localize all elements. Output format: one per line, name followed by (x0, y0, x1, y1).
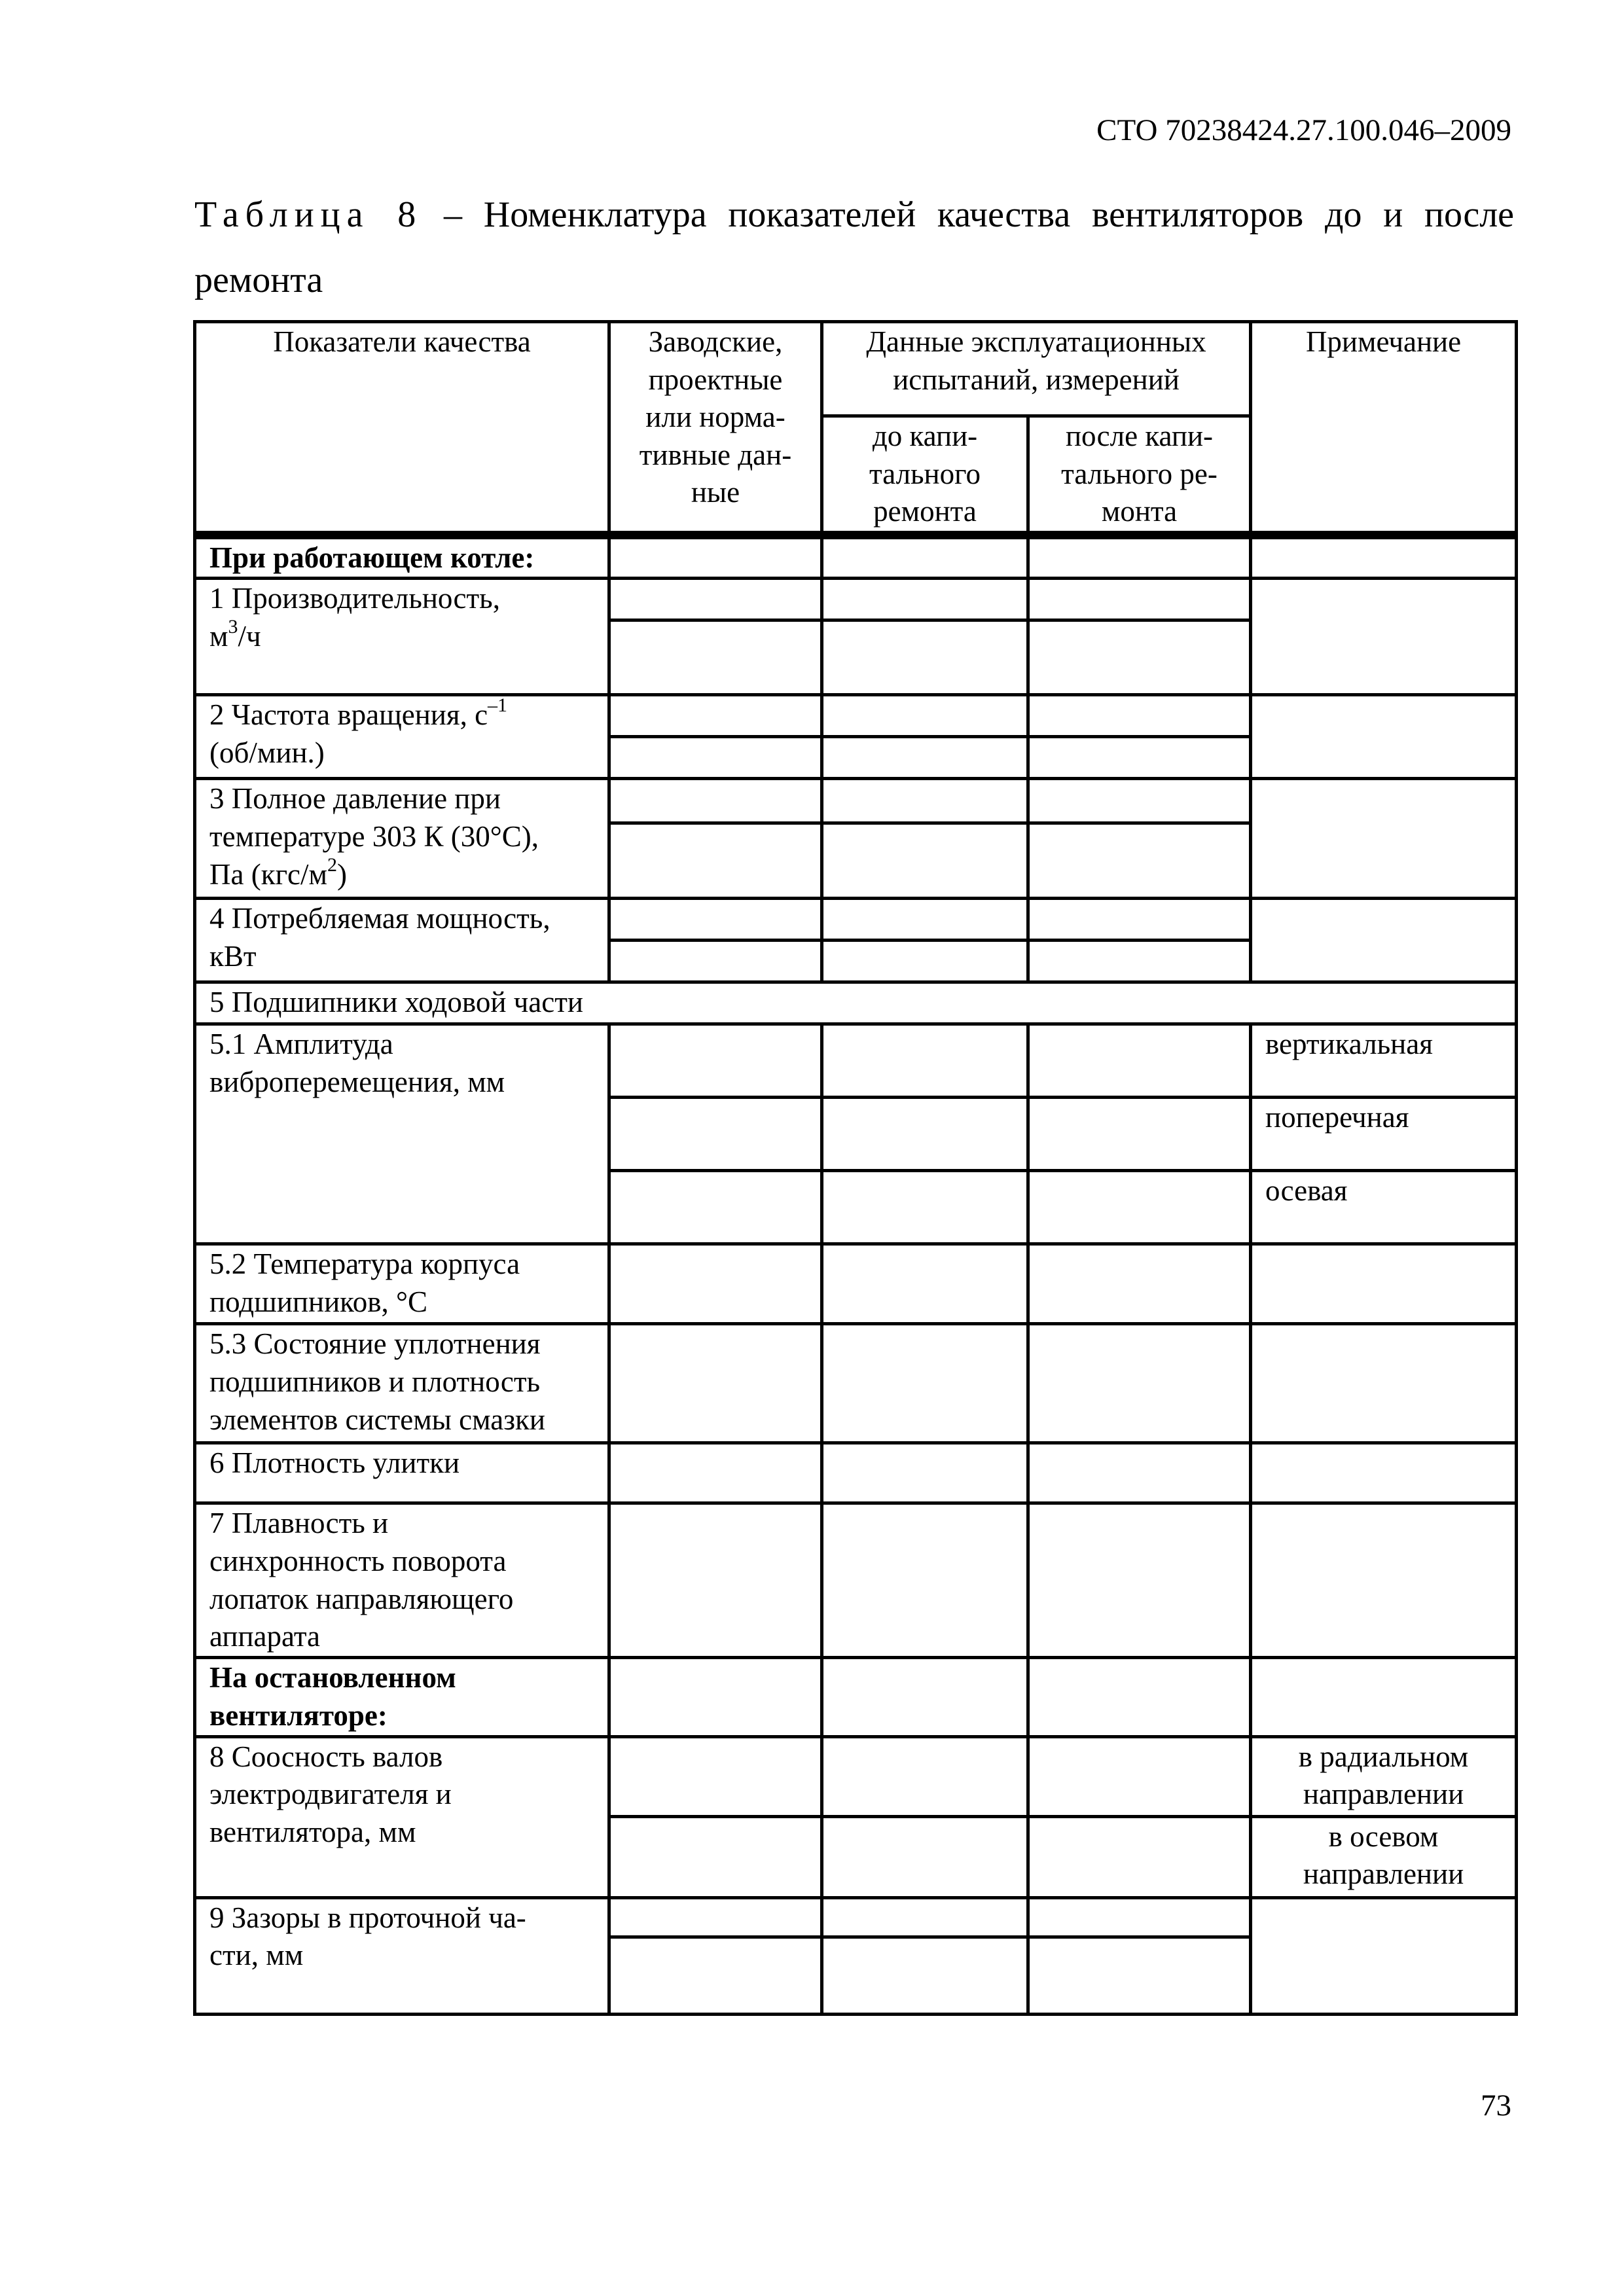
table-cell (822, 1736, 1028, 1816)
note-line: в радиальном (1298, 1740, 1469, 1773)
header-factory-line: тивные дан- (639, 438, 792, 471)
table-cell (1028, 1937, 1251, 2014)
table-cell (1251, 1503, 1517, 1658)
unit-superscript: –1 (488, 694, 508, 717)
indicator-line: 8 Соосность валов (209, 1740, 443, 1773)
indicator-vibration-amplitude (195, 1024, 609, 1244)
table-cell (609, 1024, 822, 1098)
indicator-line: сти, мм (209, 1939, 304, 1972)
header-after-line: тального ре- (1061, 457, 1218, 490)
section-line: На остановленном (209, 1661, 456, 1695)
table-row (195, 899, 1517, 941)
unit-text: м (209, 619, 228, 653)
table-cell (1251, 1324, 1517, 1443)
unit-superscript: 3 (228, 615, 238, 637)
table-cell (822, 1244, 1028, 1324)
table-cell (609, 1098, 822, 1171)
indicator-line (209, 853, 594, 894)
table-cell (1251, 695, 1517, 779)
header-factory-line: или норма- (645, 401, 785, 434)
unit-superscript: 2 (327, 853, 337, 876)
table-cell (609, 1897, 822, 1937)
table-cell (1028, 779, 1251, 823)
table-cell (1028, 1736, 1251, 1816)
table-cell (609, 535, 822, 579)
table-cell (609, 1658, 822, 1736)
table-cell (609, 737, 822, 779)
note-line: в осевом (1328, 1820, 1439, 1853)
note-line: направлении (1303, 1857, 1464, 1891)
table-row (195, 695, 1517, 737)
indicator-line: лопаток направляющего (209, 1582, 514, 1615)
indicator-power-consumption (195, 899, 609, 982)
table-cell (822, 737, 1028, 779)
table-cell (822, 823, 1028, 899)
indicator-line: вентилятора, мм (209, 1815, 416, 1848)
unit-text: ) (336, 857, 347, 891)
table-cell (1028, 1171, 1251, 1244)
header-operational-line: испытаний, измерений (893, 363, 1180, 396)
note-transverse: поперечная (1251, 1098, 1517, 1171)
table-row (195, 1443, 1517, 1503)
table-cell (822, 1098, 1028, 1171)
table-row (195, 779, 1517, 823)
header-indicators: Показатели качества (195, 322, 609, 535)
indicator-line: 5.2 Температура корпуса (209, 1247, 520, 1281)
page-number: 73 (1481, 2089, 1511, 2123)
note-line: направлении (1303, 1778, 1464, 1811)
table-cell (1028, 899, 1251, 941)
document-code: СТО 70238424.27.100.046–2009 (1096, 113, 1511, 147)
table-cell (1028, 1816, 1251, 1897)
table-cell (609, 1736, 822, 1816)
note-vertical: вертикальная (1251, 1024, 1517, 1098)
table-cell (1251, 1244, 1517, 1324)
table-cell (1028, 695, 1251, 737)
table-cell (609, 823, 822, 899)
table-row (195, 1324, 1517, 1443)
table-cell (1251, 1443, 1517, 1503)
table-caption (194, 182, 1514, 313)
header-before-line: тального (869, 457, 981, 490)
indicator-line: элементов системы смазки (209, 1403, 545, 1436)
table-cell (822, 1443, 1028, 1503)
table-cell (609, 695, 822, 737)
table-cell (822, 1816, 1028, 1897)
table-cell (1028, 1324, 1251, 1443)
table-cell (1028, 823, 1251, 899)
indicator-line (209, 696, 594, 734)
table-cell (822, 899, 1028, 941)
indicator-text: 2 Частота вращения, с (209, 698, 488, 732)
table-cell (822, 620, 1028, 695)
table-cell (1251, 579, 1517, 695)
quality-indicators-table (193, 320, 1518, 2016)
indicator-line: подшипников, °С (209, 1285, 427, 1318)
indicator-line: виброперемещения, мм (209, 1065, 505, 1098)
header-before-line: ремонта (873, 495, 977, 528)
table-cell (822, 695, 1028, 737)
table-cell (609, 1503, 822, 1658)
header-after-repair (1028, 416, 1251, 535)
table-cell (609, 1443, 822, 1503)
indicator-total-pressure (195, 779, 609, 899)
table-cell (1028, 1897, 1251, 1937)
indicator-line: (об/мин.) (209, 736, 325, 769)
table-cell (822, 1658, 1028, 1736)
table-cell (1028, 1244, 1251, 1324)
table-cell (609, 1324, 822, 1443)
table-cell (609, 620, 822, 695)
table-caption-number: Таблица 8 (194, 194, 423, 235)
header-factory-line: проектные (648, 363, 783, 396)
table-caption-text: – Номенклатура показателей качества вентиляторов до и после ремонта (194, 194, 1514, 300)
indicator-line: 4 Потребляемая мощность, (209, 902, 550, 935)
table-row (195, 1736, 1517, 1816)
table-cell (1251, 779, 1517, 899)
table-cell (609, 1171, 822, 1244)
unit-text: Па (кгс/м (209, 857, 327, 891)
table-cell (822, 535, 1028, 579)
indicator-volute-tightness: 6 Плотность улитки (195, 1443, 609, 1503)
table-cell (609, 899, 822, 941)
header-before-line: до капи- (872, 420, 978, 452)
table-row (195, 535, 1517, 579)
header-after-line: после капи- (1065, 420, 1214, 452)
header-factory-data (609, 322, 822, 535)
table-cell (609, 779, 822, 823)
table-cell (822, 1324, 1028, 1443)
table-cell (1028, 1658, 1251, 1736)
indicator-seal-condition (195, 1324, 609, 1443)
table-cell (1251, 535, 1517, 579)
table-cell (1028, 1024, 1251, 1098)
table-cell (822, 1024, 1028, 1098)
table-cell (822, 941, 1028, 982)
table-cell (1251, 1658, 1517, 1736)
table-cell (822, 1171, 1028, 1244)
indicator-line (209, 615, 594, 656)
table-cell (1028, 1503, 1251, 1658)
header-operational-line: Данные эксплуатационных (866, 325, 1206, 358)
table-row (195, 579, 1517, 620)
table-cell (822, 779, 1028, 823)
indicator-bearings: 5 Подшипники ходовой части (195, 982, 1517, 1024)
table-header-row (195, 322, 1517, 416)
indicator-line: 3 Полное давление при (209, 782, 501, 816)
header-factory-line: Заводские, (648, 325, 783, 358)
table-cell (1028, 941, 1251, 982)
indicator-line: подшипников и плотность (209, 1365, 541, 1398)
section-stopped-fan (195, 1658, 609, 1736)
table-cell (1028, 737, 1251, 779)
indicator-line: температуре 303 К (30°С), (209, 819, 539, 853)
indicator-line: аппарата (209, 1620, 321, 1653)
table-row (195, 982, 1517, 1024)
note-axial-direction (1251, 1816, 1517, 1897)
table-row (195, 1503, 1517, 1658)
indicator-rotation-frequency (195, 695, 609, 779)
header-factory-line: ные (691, 476, 740, 509)
table-cell (609, 579, 822, 620)
table-cell (609, 1244, 822, 1324)
table-row (195, 1658, 1517, 1736)
table-cell (609, 1816, 822, 1897)
indicator-flow-clearances (195, 1897, 609, 2014)
indicator-line: 5.3 Состояние уплотнения (209, 1327, 541, 1361)
table-cell (609, 1937, 822, 2014)
header-before-repair (822, 416, 1028, 535)
indicator-line: 7 Плавность и (209, 1507, 389, 1540)
section-running-boiler: При работающем котле: (195, 535, 609, 579)
header-note: Примечание (1251, 322, 1517, 535)
indicator-line: 1 Производительность, (209, 582, 500, 615)
indicator-productivity (195, 579, 609, 695)
table-cell (1028, 535, 1251, 579)
indicator-line: синхронность поворота (209, 1544, 507, 1577)
header-operational-data (822, 322, 1251, 416)
table-row (195, 1024, 1517, 1098)
table-cell (1028, 1098, 1251, 1171)
indicator-line: электродвигателя и (209, 1778, 452, 1811)
indicator-shaft-alignment (195, 1736, 609, 1897)
table-row (195, 1897, 1517, 1937)
section-line: вентиляторе: (209, 1698, 388, 1732)
note-radial-direction (1251, 1736, 1517, 1816)
note-axial: осевая (1251, 1171, 1517, 1244)
table-row (195, 1244, 1517, 1324)
table-cell (1028, 579, 1251, 620)
unit-text: /ч (238, 619, 261, 653)
table-cell (609, 941, 822, 982)
table-cell (822, 1897, 1028, 1937)
indicator-line: 5.1 Амплитуда (209, 1028, 393, 1061)
table-cell (822, 1937, 1028, 2014)
indicator-bearing-temperature (195, 1244, 609, 1324)
header-after-line: монта (1101, 495, 1178, 528)
indicator-line: 9 Зазоры в проточной ча- (209, 1901, 526, 1934)
table-cell (1028, 620, 1251, 695)
table-cell (822, 579, 1028, 620)
table-cell (822, 1503, 1028, 1658)
indicator-line: кВт (209, 939, 257, 973)
indicator-vane-smoothness (195, 1503, 609, 1658)
table-cell (1251, 899, 1517, 982)
table-cell (1251, 1897, 1517, 2014)
table-cell (1028, 1443, 1251, 1503)
